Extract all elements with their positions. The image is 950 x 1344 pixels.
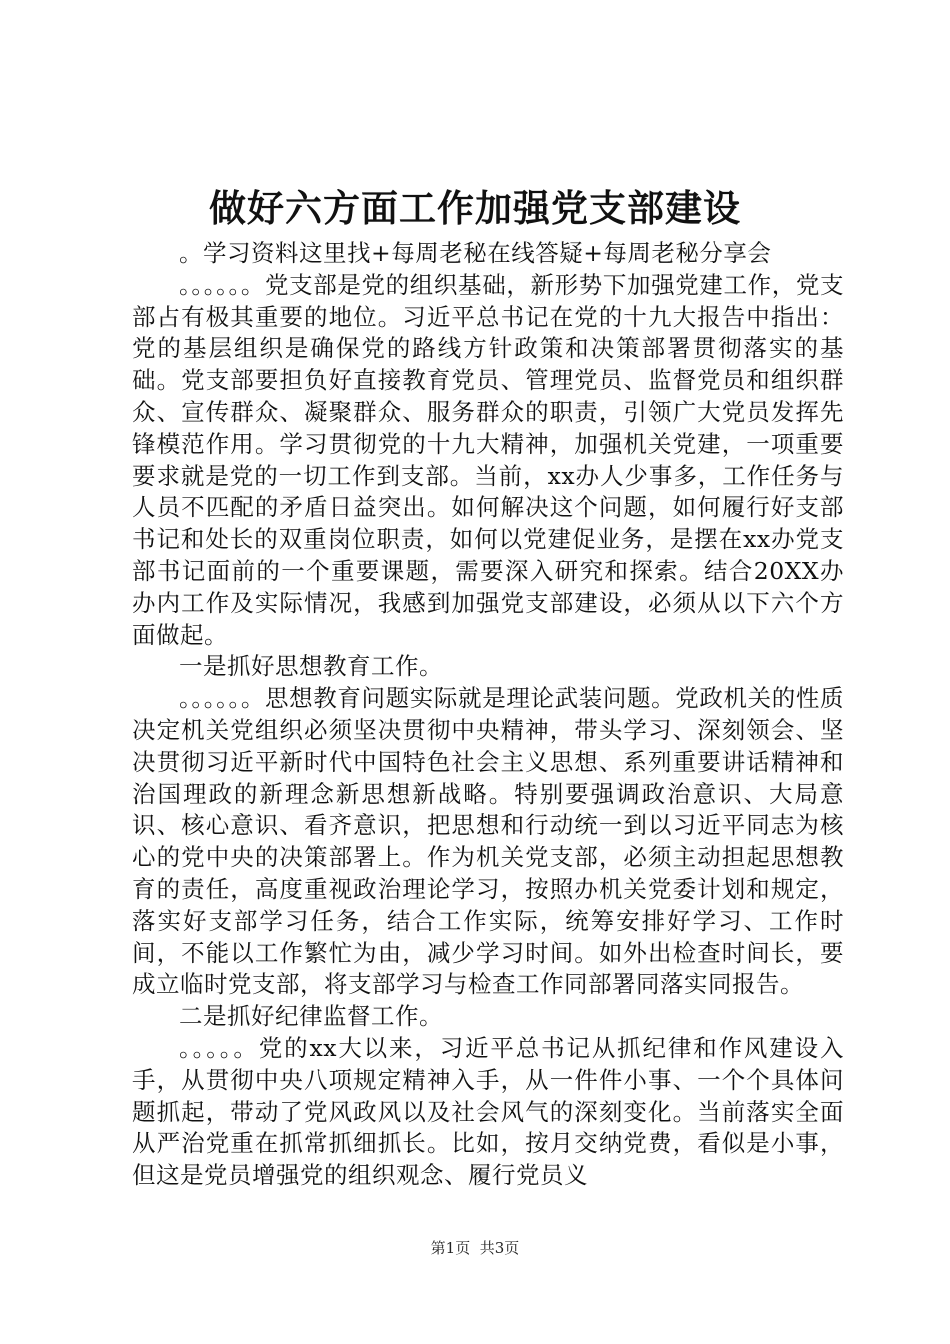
document-title: 做好六方面工作加强党支部建设	[209, 186, 741, 230]
section-heading-one: 一是抓好思想教育工作。	[179, 652, 443, 681]
document-body	[132, 238, 844, 1192]
page-footer	[0, 1238, 950, 1258]
page-number: 第1页	[430, 1239, 471, 1257]
section-heading-two: 二是抓好纪律监督工作。	[179, 1002, 443, 1031]
paragraph-intro: 。学习资料这里找+每周老秘在线答疑+每周老秘分享会	[179, 239, 772, 267]
page-total: 共3页	[479, 1239, 520, 1257]
paragraph-overview: 。。。。。。党支部是党的组织基础，新形势下加强党建工作，党支部占有极其重要的地位。习近平总书记在党的十九大报告中指出：党的基层组织是确保党的路线方针政策和决策部署贯彻落实的基础。党支部要担负好直接教育党员、管理党员、监督党员和组织群众、宣传群众、凝聚群众、服务群众的职责，引领广大党员发挥先锋模范作用。学习贯彻党的十九大精神，加强机关党建，一项重要要求就是党的一切工作到支部。当前，xx办人少事多，工作任务与人员不匹配的矛盾日益突出。如何解决这个问题，如何履行好支部书记和处长的双重岗位职责，如何以党建促业务，是摆在xx办党支部书记面前的一个重要课题，需要深入研究和探索。结合20XX办办内工作及实际情况，我感到加强党支部建设，必须从以下六个方面做起。	[132, 270, 844, 649]
paragraph-section-two: 。。。。。党的xx大以来，习近平总书记从抓纪律和作风建设入手，从贯彻中央八项规定精神入手，从一件件小事、一个个具体问题抓起，带动了党风政风以及社会风气的深刻变化。当前落实全面从严治党重在抓常抓细抓长。比如，按月交纳党费，看似是小事，但这是党员增强党的组织观念、履行党员义	[132, 1033, 844, 1190]
paragraph-section-one: 。。。。。。思想教育问题实际就是理论武装问题。党政机关的性质决定机关党组织必须坚决贯彻中央精神，带头学习、深刻领会、坚决贯彻习近平新时代中国特色社会主义思想、系列重要讲话精神和治国理政的新理念新思想新战略。特别要强调政治意识、大局意识、核心意识、看齐意识，把思想和行动统一到以习近平同志为核心的党中央的决策部署上。作为机关党支部，必须主动担起思想教育的责任，高度重视政治理论学习，按照办机关党委计划和规定，落实好支部学习任务，结合工作实际，统筹安排好学习、工作时间，不能以工作繁忙为由，减少学习时间。如外出检查时间长，要成立临时党支部，将支部学习与检查工作同部署同落实同报告。	[132, 684, 844, 999]
